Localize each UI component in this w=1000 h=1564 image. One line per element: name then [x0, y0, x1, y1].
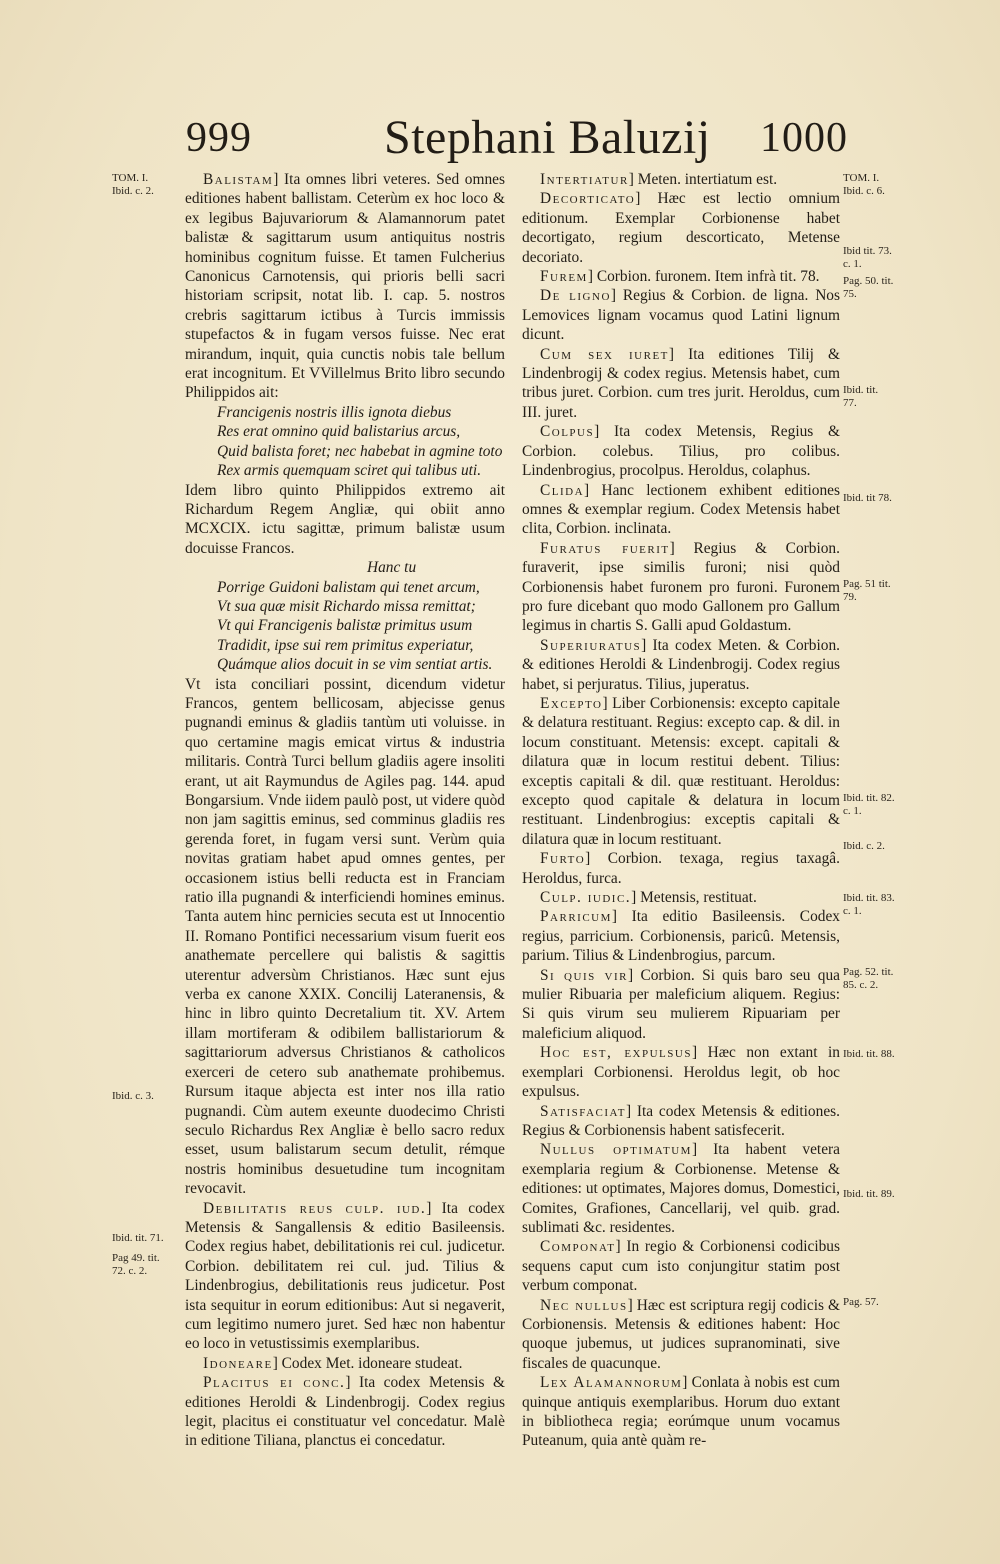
note-text: ] Ita codex Metensis, Regius & Corbion. colebus. Tilius, pro colibus. Lindenbrogius, procolpus. Heroldus, colaphus. [522, 423, 840, 480]
lemma: Componat [540, 1238, 616, 1256]
note-paragraph [522, 888, 840, 907]
note-paragraph [522, 1102, 840, 1141]
verse-line: Quid balista foret; nec habebat in agmine toto [217, 442, 503, 460]
margin-reference [843, 792, 913, 818]
margin-ref-line: Ibid. tit. [843, 384, 879, 396]
margin-reference [843, 966, 913, 992]
margin-ref-line: Ibid. c. 2. [843, 840, 885, 852]
note-paragraph [522, 636, 840, 694]
note-paragraph [522, 1237, 840, 1295]
left-page-number: 999 [186, 115, 252, 161]
margin-ref-line: Ibid. c. 3. [112, 1090, 154, 1102]
verse-line: Hanc tu [367, 559, 417, 577]
margin-reference [112, 172, 182, 198]
note-text: ] Ita codex Metensis & Sangallensis & editio Basileensis. Codex regius habet, debilitationis rei cul. judicetur. Corbion. debilitatem rei cul. jud. Tilius & Lindenbrogius, debilitationis reus judicetur. Post ista sequitur in eorum editionibus: Aut si negaverit, cum legitimo numero juret. Sed hæc non habentur eo loco in vetustissimis exemplaribus. [185, 1199, 505, 1353]
margin-ref-line: c. 1. [843, 258, 862, 270]
verse-line: Res erat omnino quid balistarius arcus, [217, 423, 461, 441]
note-text: ] Hæc non extant in exemplari Corbionensi. Heroldus legit, ob hoc expulsus. [522, 1044, 840, 1101]
lemma: Culp. iudic. [540, 889, 632, 907]
verse-line: Tradidit, ipse sui rem primitus experiatur, [217, 636, 474, 654]
note-paragraph [522, 1373, 840, 1451]
verse-line: Francigenis nostris illis ignota diebus [217, 403, 452, 421]
note-text: ] Meten. intertiatum est. [628, 171, 778, 188]
margin-ref-line: Ibid. tit. 71. [112, 1232, 164, 1244]
margin-reference [112, 1232, 182, 1245]
lemma: Cum sex iuret [540, 345, 669, 363]
note-text: ] Hæc est lectio omnium editionum. Exemplar Corbionense habet decortigato, regium descorticato, Metense decoriato. [522, 190, 840, 266]
verse-line: Vt sua quæ misit Richardo missa remittat; [217, 597, 476, 615]
margin-ref-line: c. 1. [843, 805, 862, 817]
lemma: De ligno [540, 287, 611, 305]
lemma: Superiuratus [540, 636, 642, 654]
lemma: Satisfaciat [540, 1102, 626, 1120]
margin-ref-line: c. 1. [843, 905, 862, 917]
margin-ref-line: Ibid. tit. 88. [843, 1048, 895, 1060]
margin-ref-line: Ibid. tit 78. [843, 492, 892, 504]
lemma: Furem [540, 268, 588, 286]
note-text: ] Corbion. texaga, regius taxagâ. Heroldus, furca. [522, 850, 840, 887]
note-text: ] Codex Met. idoneare studeat. [272, 1354, 463, 1372]
margin-ref-line: 79. [843, 591, 857, 603]
lemma: Parricum [540, 908, 612, 926]
margin-ref-line: 72. c. 2. [112, 1265, 148, 1277]
margin-ref-line: TOM. I. [112, 172, 149, 184]
lemma: Excepto [540, 694, 603, 712]
margin-reference [843, 1188, 913, 1201]
margin-ref-line: 77. [843, 397, 857, 409]
verse-quote [217, 558, 505, 674]
margin-ref-line: Ibid. tit. 83. [843, 892, 895, 904]
margin-reference [112, 1090, 182, 1103]
note-paragraph [522, 189, 840, 267]
lemma: Hoc est, expulsus [540, 1044, 692, 1062]
margin-ref-line: Ibid. tit. 82. [843, 792, 895, 804]
lemma: Placitus ei conc. [203, 1374, 346, 1392]
verse-line: Rex armis quemquam sciret qui talibus uti. [217, 462, 482, 480]
note-paragraph [522, 267, 840, 286]
note-text: Idem libro quinto Philippidos extremo ait Richardum Regem Angliæ, qui obiit anno MCXCIX. ictu sagittæ, primum balistæ usum docuisse Francos. [185, 481, 505, 557]
lemma: Idoneare [203, 1354, 273, 1372]
note-paragraph [185, 170, 505, 403]
note-text: ] Ita codex Metensis & editiones. Regius & Corbionensis habent satisfecerit. [522, 1102, 840, 1139]
lemma: Nec nullus [540, 1296, 628, 1314]
verse-line: Vt qui Francigenis balistæ primitus usum [217, 617, 473, 635]
lemma: Debilitatis reus culp. iud. [203, 1199, 427, 1217]
margin-reference [843, 1296, 913, 1309]
margin-ref-line: Pag. 57. [843, 1296, 879, 1308]
margin-ref-line: Pag. 52. tit. [843, 966, 894, 978]
note-paragraph [522, 286, 840, 344]
note-paragraph [185, 1373, 505, 1451]
note-text: ] Ita habent vetera exemplaria regium & Corbionense. Metense & editiones: ut optimates, Majores domus, Domestici, Comites, Grafiones, Cancellarij, vel quib. grad. sublimati &c. residentes. [522, 1141, 840, 1236]
note-paragraph [522, 345, 840, 423]
verse-quote [217, 403, 505, 481]
verse-line: Quámque alios docuit in se vim sentiat artis. [217, 656, 493, 674]
margin-ref-line: Pag 49. tit. [112, 1252, 160, 1264]
note-text: ] Corbion. furonem. Item infrà tit. 78. [587, 268, 820, 286]
margin-ref-line: Ibid tit. 73. [843, 245, 892, 257]
note-text: ] Ita codex Meten. & Corbion. & editiones Heroldi & Lindenbrogij. Codex regius habet, si perjuratus. Tilius, juperatus. [522, 636, 840, 693]
note-paragraph [522, 481, 840, 539]
note-text: ] Ita editio Basileensis. Codex regius, parricium. Corbionensis, paricû. Metensis, parium. Tilius & Lindenbrogius, parcum. [522, 908, 840, 965]
note-text: ] Hæc est scriptura regij codicis & Corbionensis. Metensis & editiones habent: Hoc quoque jubemus, ut judices supranominati, sive fiscales de quacunque. [522, 1296, 841, 1372]
margin-ref-line: Pag. 51 tit. [843, 578, 891, 590]
left-column [185, 170, 505, 1451]
page-header [0, 110, 1000, 166]
margin-ref-line: TOM. I. [843, 172, 880, 184]
note-text: Vt ista conciliari possint, dicendum videtur Francos, gentem bellicosam, abjecisse genus pugnandi eminus & gladiis tantùm uti voluisse. in quo certamine magis emicat virtus & industria militaris. Contrà Turci bellum gladiis agere insoliti erant, ut ait Raymundus de Agiles pag. 144. apud Bongarsium. Vnde iidem paulò post, ut viderе quòd non jam sagittis eminus, sed comminus gladiis res gerenda foret, in fugam versi sunt. Verùm quia novitas gratiam habet apud omnes gentes, per occasionem istius belli reducta est in Franciam ratio illa pugnandi & interficiendi homines eminus. Tanta autem hinc pernicies secuta est ut Innocentio II. Romano Pontifici necessarium visum fuerit eos anathemate percellere qui balistis & sagittis uterentur adversùm Christianos. Hæc sunt ejus verba ex canone XXIX. Concilij Lateranensis, & hinc in libro quinto Decretalium tit. XV. Artem illam mortiferam & odibilem ballistariorum & sagittariorum adversus Christianos & catholicos exerceri de cetero sub anathemate prohibemus. Rursum itaque abjecta est inter nos illa ratio pugnandi. Cùm autem exeunte duodecimo Christi seculo Richardus Rex Angliæ è bello sacro redux esset, usum balistarum secum detulit, rémque nostris hominibus desuetudine tum incognitam revocavit. [185, 675, 505, 1198]
note-text: ] Conlata à nobis est cum quinque antiquis exemplaribus. Horum duo extant in bibliotheca regia; eorúmque unum vocamus Puteanum, quia antè quàm re- [522, 1374, 840, 1450]
margin-ref-line: Pag. 50. tit. [843, 275, 894, 287]
note-text: ] Ita editiones Tilij & Lindenbrogij & codex regius. Metensis habet, cum tribus juret. Corbion. cum tres jurit. Heroldus, cum III. juret. [522, 345, 840, 421]
note-paragraph [522, 539, 840, 636]
note-paragraph [522, 170, 840, 189]
margin-reference [843, 578, 913, 604]
note-text: ] Ita omnes libri veteres. Sed omnes editiones habent ballistam. Ceterùm ex hoc loco & ex legibus Bajuvariorum & Alamannorum patet balistæ & sagittarum usum antiquitus nostris hominibus cognitum fuisse. Et tamen Fulcherius Canonicus Carnotensis, qui prioris belli sacri historiam scripsit, notat lib. I. cap. 5. nostros crebris sagittarum ictibus à Turcis immissis stupefactos & in fugam versos fuisse. Nec erat mirandum, inquit, quia cunctis nobis tale bellum erat incognitum. Et VVillelmus Brito libro secundo Philippidos ait: [185, 171, 505, 402]
lemma: Furatus fuerit [540, 539, 670, 557]
note-paragraph [185, 481, 505, 559]
lemma: Furto [540, 850, 586, 868]
note-text: ] Ita codex Metensis & editiones Heroldi & Lindenbrogij. Codex regius legit, placitus ei constituatur vel concedatur. Malè in editione Tiliana, planctus ei concedatur. [185, 1374, 505, 1450]
note-paragraph [185, 1354, 505, 1373]
lemma: Nullus optimatum [540, 1141, 692, 1159]
margin-ref-line: Ibid. c. 6. [843, 185, 885, 197]
note-paragraph [185, 1199, 505, 1354]
lemma: Clida [540, 481, 585, 499]
margin-reference [843, 840, 913, 853]
verse-line: Porrige Guidoni balistam qui tenet arcum, [217, 578, 480, 596]
note-paragraph [185, 675, 505, 1199]
margin-reference [843, 892, 913, 918]
lemma: Si quis vir [540, 966, 628, 984]
lemma: Balistam [203, 171, 274, 188]
note-paragraph [522, 907, 840, 965]
margin-reference [843, 1048, 913, 1061]
lemma: Lex Alamannorum [540, 1374, 683, 1392]
note-paragraph [522, 966, 840, 1044]
note-paragraph [522, 1140, 840, 1237]
note-paragraph [522, 1043, 840, 1101]
margin-ref-line: Ibid. c. 2. [112, 185, 154, 197]
margin-reference [843, 245, 913, 271]
note-paragraph [522, 1296, 840, 1374]
right-column [522, 170, 840, 1451]
margin-ref-line: 75. [843, 288, 857, 300]
note-text: ] Regius & Corbion. furaverit, ipse similis furoni; nisi quòd Corbionensis habet furonem pro furoni. Furonem pro fure dicebant quo modo Gallonem pro Gallum legimus in chartis S. Galli apud Goldastum. [522, 539, 840, 635]
note-text: ] Metensis, restituat. [631, 889, 757, 907]
note-text: ] Corbion. Si quis baro seu qua mulier Ribuaria per maleficium aliquem. Regius: Si quis virum seu mulierem Ripuariam per maleficium aliquod. [522, 966, 840, 1042]
note-text: ] Regius & Corbion. de ligna. Nos Lemovices lignam vocamus quod Latini lignum dicunt. [522, 287, 840, 344]
right-page-number: 1000 [760, 115, 848, 161]
margin-reference [843, 492, 913, 505]
note-text: ] In regio & Corbionensi codicibus sequens caput cum isto conjungitur statim post verbum componat. [522, 1238, 840, 1295]
lemma: Colpus [540, 423, 595, 441]
margin-ref-line: Ibid. tit. 89. [843, 1188, 895, 1200]
running-title: Stephani Baluzij [384, 111, 711, 164]
margin-reference [112, 1252, 182, 1278]
note-text: ] Liber Corbionensis: excepto capitale & delatura restituant. Regius: excepto cap. & dil. in locum constituant. Metensis: except. capitali & dilatura quæ in locum restitui debent. Tilius: exceptis capitali & dil. quæ restituant. Heroldus: excepto quod capitale & delatura in locum restituant. Lindenbrogius: exceptis capitali & dilatura quæ in locum restituant. [522, 694, 840, 848]
note-text: ] Hanc lectionem exhibent editiones omnes & exemplar regium. Codex Metensis habet clita, Corbion. inclinata. [522, 481, 840, 538]
margin-reference [843, 172, 913, 198]
note-paragraph [522, 694, 840, 849]
margin-reference [843, 275, 913, 301]
lemma: Decorticato [540, 190, 636, 208]
lemma: Intertiatur [540, 171, 629, 188]
note-paragraph [522, 849, 840, 888]
note-paragraph [522, 422, 840, 480]
margin-ref-line: 85. c. 2. [843, 979, 879, 991]
margin-reference [843, 384, 913, 410]
